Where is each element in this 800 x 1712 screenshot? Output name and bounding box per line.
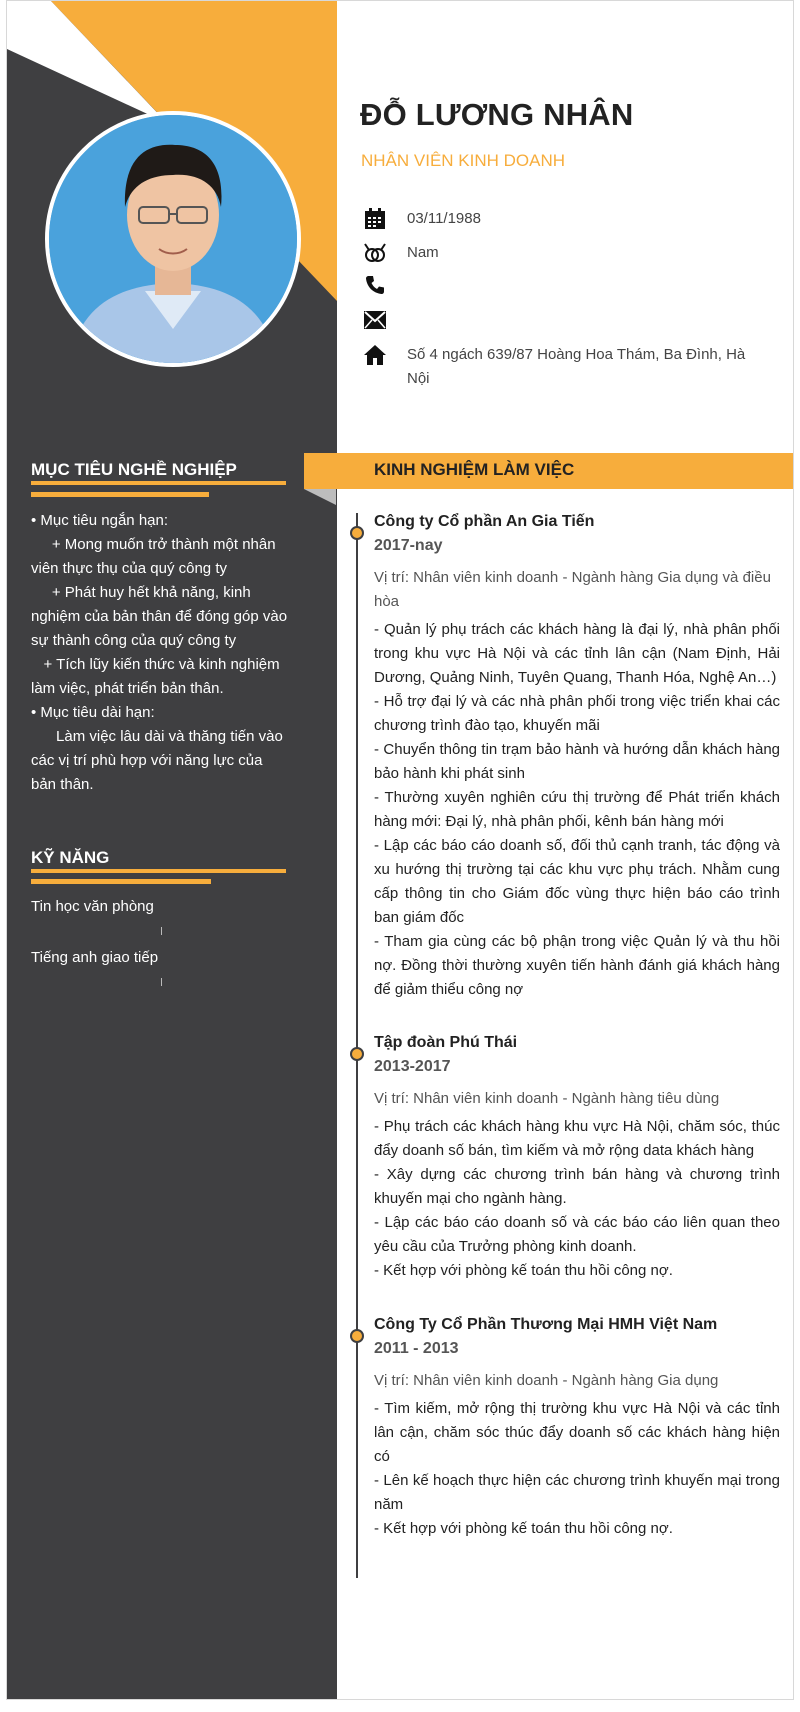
birthday-text: 03/11/1988 [407,210,481,227]
job-duty: - Xây dựng các chương trình bán hàng và chương trình khuyến mại cho ngành hàng. [374,1166,780,1207]
profile-photo [45,111,301,367]
experience-header-fold [304,489,336,505]
objective-text [31,509,291,797]
objective-line: + Phát huy hết khả năng, kinh nghiệm của bản thân để đóng góp vào sự thành công của quý công ty [31,584,292,649]
timeline-dot [350,1047,364,1061]
contact-birthday [363,207,747,231]
job-duty: - Kết hợp với phòng kế toán thu hồi công nợ. [374,1262,673,1279]
job-duty: - Kết hợp với phòng kế toán thu hồi công nợ. [374,1520,673,1537]
skill-label: Tin học văn phòng [31,898,154,915]
skill-level-marker [161,927,162,935]
contact-address [363,343,747,391]
job-duty: - Hỗ trợ đại lý và các nhà phân phối trong việc triển khai các chương trình đào tạo, khuyến mãi [374,693,780,734]
job-position: Vị trí: Nhân viên kinh doanh - Ngành hàng tiêu dùng [374,1090,720,1107]
candidate-name: ĐỖ LƯƠNG NHÂN [360,97,634,132]
objective-underline [31,481,286,485]
job-position: Vị trí: Nhân viên kinh doanh - Ngành hàng Gia dụng [374,1372,719,1389]
skills-heading: KỸ NĂNG [31,848,110,867]
job-duties [374,618,780,1002]
calendar-icon [363,207,387,231]
skill-label: Tiếng anh giao tiếp [31,949,159,966]
gender-text: Nam [407,244,439,261]
job-entry [374,1031,780,1283]
job-duty: - Tham gia cùng các bộ phận trong việc Quản lý và thu hồi nợ. Đồng thời thường xuyên tiến hành đánh giá khách hàng để giảm thiểu công nợ [374,933,780,998]
job-duties [374,1397,780,1541]
job-duty: - Tìm kiếm, mở rộng thị trường khu vực Hà Nội và các tỉnh lân cận, chăm sóc thúc đẩy doanh số các khách hàng hiện có [374,1400,780,1465]
job-period: 2013-2017 [374,1058,451,1075]
address-text: Số 4 ngách 639/87 Hoàng Hoa Thám, Ba Đình, Hà Nội [407,346,746,387]
phone-icon [363,273,387,297]
job-duty: - Quản lý phụ trách các khách hàng là đại lý, nhà phân phối trong khu vực Hà Nội và các tỉnh lân cận (Nam Định, Hải Dương, Quảng Ninh, Tuyên Quang, Thanh Hóa, Nghệ An…) [374,621,780,686]
objective-line: • Mục tiêu dài hạn: [31,704,155,721]
job-company: Tập đoàn Phú Thái [374,1034,518,1051]
skill-level-marker [161,978,162,986]
job-duty: - Phụ trách các khách hàng khu vực Hà Nội, chăm sóc, thúc đẩy doanh số bán, tìm kiếm và mở rộng data khách hàng [374,1118,780,1159]
job-duty: - Lập các báo cáo doanh số và các báo cáo liên quan theo yêu cầu của Trưởng phòng kinh doanh. [374,1214,780,1255]
experience-timeline [356,513,358,1578]
objective-line: + Tích lũy kiến thức và kinh nghiệm làm việc, phát triển bản thân. [31,656,284,697]
experience-heading: KINH NGHIỆM LÀM VIỆC [374,460,575,479]
job-duty: - Thường xuyên nghiên cứu thị trường để Phát triển khách hàng mới: Đại lý, nhà phân phối, kênh bán hàng mới [374,789,780,830]
skills-underline-accent [31,879,211,884]
objective-line: + Mong muốn trở thành một nhân viên thực thụ của quý công ty [31,536,280,577]
job-period: 2011 - 2013 [374,1340,459,1357]
job-period: 2017-nay [374,537,443,554]
objective-underline-accent [31,492,209,497]
objective-line: Làm việc lâu dài và thăng tiến vào các vị trí phù hợp với năng lực của bản thân. [31,728,287,793]
contact-gender [363,241,747,265]
gender-icon [363,241,387,265]
timeline-dot [350,526,364,540]
job-company: Công Ty Cổ Phần Thương Mại HMH Việt Nam [374,1316,718,1333]
job-duty: - Chuyển thông tin trạm bảo hành và hướng dẫn khách hàng bảo hành khi phát sinh [374,741,780,782]
contact-email [363,308,747,332]
home-icon [363,343,387,367]
objective-heading: MỤC TIÊU NGHỀ NGHIỆP [31,460,237,479]
contact-phone [363,273,747,297]
skills-underline [31,869,286,873]
job-entry [374,510,780,1002]
job-duty: - Lên kế hoạch thực hiện các chương trình khuyến mại trong năm [374,1472,780,1513]
candidate-title: NHÂN VIÊN KINH DOANH [361,151,566,170]
objective-line: • Mục tiêu ngắn hạn: [31,512,169,529]
job-duties [374,1115,780,1283]
timeline-dot [350,1329,364,1343]
envelope-icon [363,308,387,332]
person-portrait-icon [49,115,297,363]
job-position: Vị trí: Nhân viên kinh doanh - Ngành hàng Gia dụng và điều hòa [374,569,771,610]
job-company: Công ty Cổ phần An Gia Tiến [374,513,595,530]
cv-page [6,0,794,1700]
job-entry [374,1313,780,1541]
job-duty: - Lập các báo cáo doanh số, đối thủ cạnh tranh, tác động và xu hướng thị trường tại các khu vực phụ trách. Nhằm cung cấp thông tin cho Giám đốc vùng thực hiện báo cáo trình ban giám đốc [374,837,780,926]
